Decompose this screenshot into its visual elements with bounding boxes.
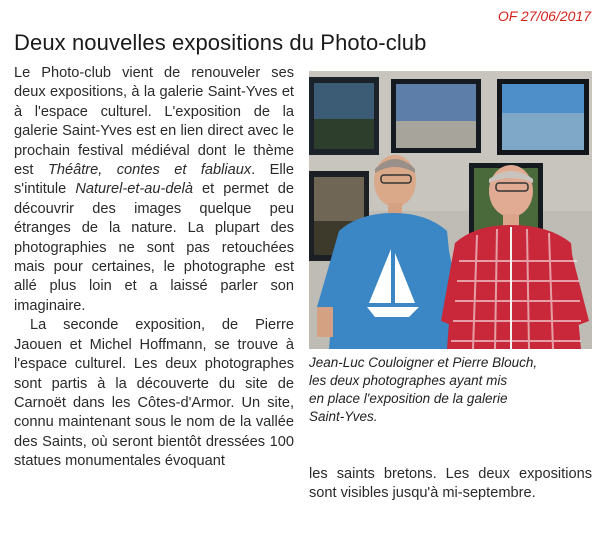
article-body-left-column xyxy=(14,64,294,472)
article-paragraph-1 xyxy=(14,64,294,316)
caption-line-2: les deux photographes ayant mis xyxy=(309,373,508,388)
photographers-photo xyxy=(309,71,592,349)
article-paragraph-1-text-c: et permet de découvrir des images quelque peu étranges de la nature. La plupart des photographies ne sont pas retouchées mais pour certaines, le photographe est allé plus loin et a laissé parler son imaginaire. xyxy=(14,181,294,314)
caption-line-3: en place l'exposition de la galerie xyxy=(309,391,508,406)
caption-line-4: Saint-Yves. xyxy=(309,409,378,424)
festival-theme-title: Théâtre, contes et fabliaux xyxy=(47,162,252,179)
framed-photo-2 xyxy=(391,79,481,153)
article-paragraph-2: La seconde exposition, de Pierre Jaouen et Michel Hoffmann, se trouve à l'espace culturel. Les deux photographes sont partis à la découverte du site de Carnoët dans les Côtes-d'Armor. Un site, connu maintenant sous le nom de la vallée des Saints, où seront bientôt dressées 100 statues monumentales évoquant xyxy=(14,317,294,470)
exhibition-title: Naturel-et-au-delà xyxy=(75,181,193,198)
photo-caption xyxy=(309,354,594,426)
article-body-right-column xyxy=(309,465,592,504)
source-date-tag: OF 27/06/2017 xyxy=(497,8,591,24)
framed-photo-3 xyxy=(497,79,589,155)
article-paragraph-1-text-a: Le Photo-club vient de renouveler ses deux expositions, à la galerie Saint-Yves et à l'espace culturel. L'exposition de la galerie Saint-Yves est en lien direct avec le prochain festival médiéval dont le thème est xyxy=(14,65,294,179)
article-headline: Deux nouvelles expositions du Photo-club xyxy=(14,30,427,55)
caption-line-1: Jean-Luc Couloigner et Pierre Blouch, xyxy=(309,355,538,370)
article-paragraph-2-continued: les saints bretons. Les deux expositions sont visibles jusqu'à mi-septembre. xyxy=(309,466,592,502)
article-paragraph-1-text-b: . Elle s'intitule xyxy=(14,162,294,198)
framed-photo-1 xyxy=(309,77,379,155)
